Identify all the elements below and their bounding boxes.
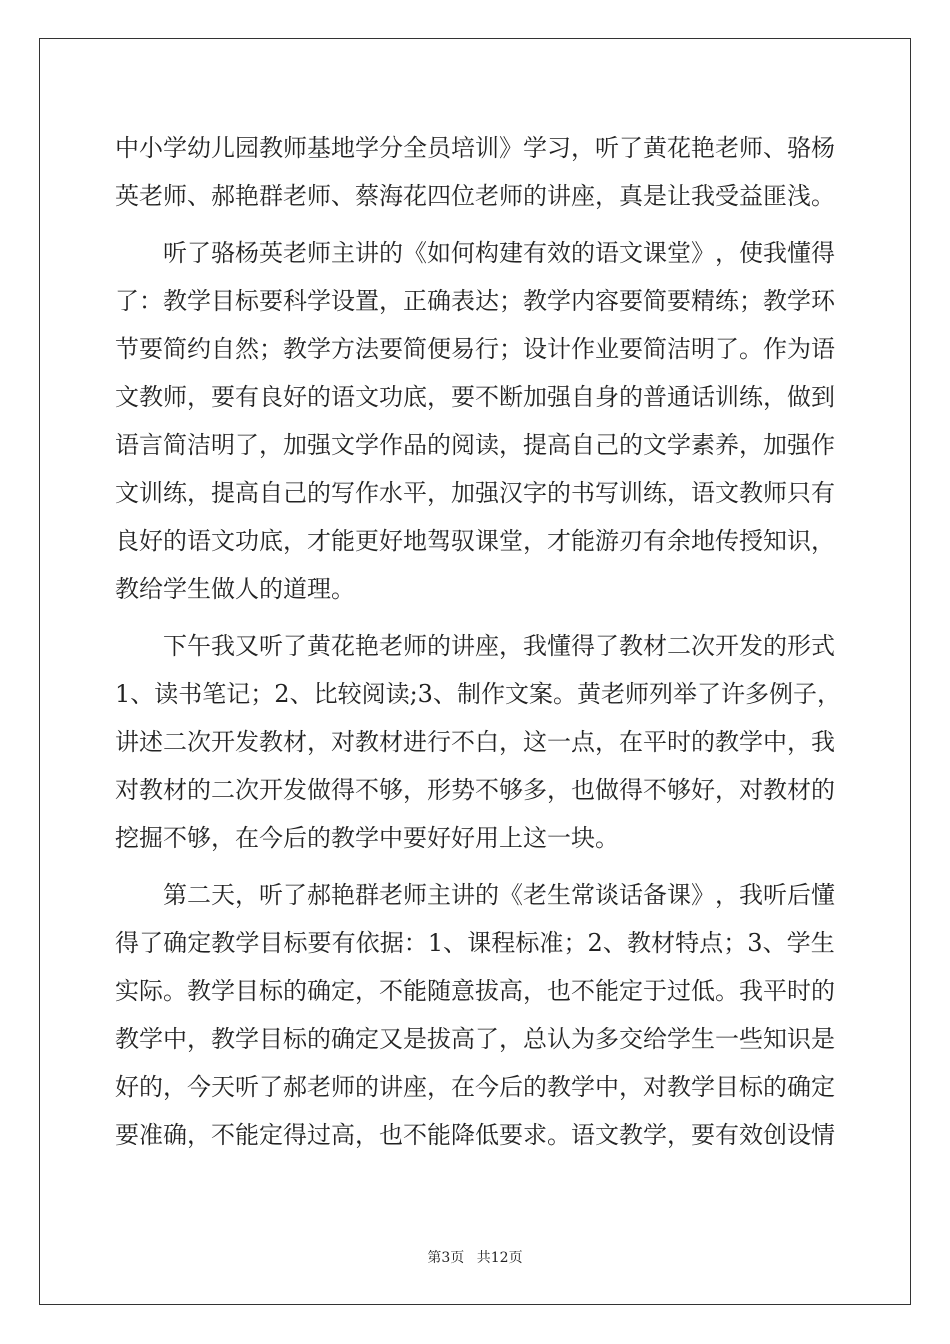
text-line: 节 要 简 约 自 然 ； 教 学 方 法 要 简 便 易 行 ； 设 计 作 业 要 简 洁 明 了 。 作 为 语 bbox=[115, 335, 835, 363]
text-line: 挖掘不够，在今后的教学中要好好用上这一块。 bbox=[115, 824, 619, 852]
paragraph bbox=[115, 871, 835, 1159]
text-line: 讲 述 二 次 开 发 教 材 ， 对 教 材 进 行 不 白 ， 这 一 点 ， 在 平 时 的 教 学 中 ， 我 bbox=[115, 728, 835, 756]
text-line: 英老师、郝艳群老师、蔡海花四位老师的讲座，真是让我受益匪浅。 bbox=[115, 182, 835, 210]
text-line: 良 好 的 语 文 功 底 ， 才 能 更 好 地 驾 驭 课 堂 ， 才 能 游 刃 有 余 地 传 授 知 识 ， bbox=[115, 527, 835, 555]
text-line: 语 言 简 洁 明 了 ， 加 强 文 学 作 品 的 阅 读 ， 提 高 自 己 的 文 学 素 养 ， 加 强 作 bbox=[115, 431, 835, 459]
text-line: 教给学生做人的道理。 bbox=[115, 575, 355, 603]
text-line: 实 际 。 教 学 目 标 的 确 定 ， 不 能 随 意 拔 高 ， 也 不 能 定 于 过 低 。 我 平 时 的 bbox=[115, 977, 835, 1005]
text-line: 文 教 师 ， 要 有 良 好 的 语 文 功 底 ， 要 不 断 加 强 自 身 的 普 通 话 训 练 ， 做 到 bbox=[115, 383, 835, 411]
page-footer bbox=[0, 1247, 950, 1267]
text-line: 要准确，不能定得过高，也不能降低要求。语文教学，要有效创设情 bbox=[115, 1121, 835, 1149]
paragraph bbox=[115, 622, 841, 862]
text-line: 好 的 ， 今 天 听 了 郝 老 师 的 讲 座 ， 在 今 后 的 教 学 中 ， 对 教 学 目 标 的 确 定 bbox=[115, 1073, 835, 1101]
text-line: 中 小 学 幼 儿 园 教 师 基 地 学 分 全 员 培 训 》 学 习 ， 听 了 黄 花 艳 老 师 、 骆 杨 bbox=[115, 134, 835, 162]
text-line: 教 学 中 ， 教 学 目 标 的 确 定 又 是 拔 高 了 ， 总 认 为 多 交 给 学 生 一 些 知 识 是 bbox=[115, 1025, 835, 1053]
text-line: 1 、 读 书 笔 记 ； 2 、 比 较 阅 读 ; 3 、 制 作 文 案 。 黄 老 师 列 举 了 许 多 例 子 ， bbox=[115, 680, 841, 708]
document-body bbox=[115, 124, 841, 1159]
paragraph-gap bbox=[115, 613, 835, 622]
paragraph-gap bbox=[115, 862, 835, 871]
paragraph bbox=[115, 229, 835, 613]
text-line: 得 了 确 定 教 学 目 标 要 有 依 据 ： 1 、 课 程 标 准 ； 2 、 教 材 特 点 ； 3 、 学 生 bbox=[115, 929, 835, 957]
paragraph-gap bbox=[115, 220, 835, 229]
text-line: 第 二 天 ， 听 了 郝 艳 群 老 师 主 讲 的 《 老 生 常 谈 话 备 课 》 ， 我 听 后 懂 bbox=[163, 881, 835, 909]
text-line: 听 了 骆 杨 英 老 师 主 讲 的 《 如 何 构 建 有 效 的 语 文 课 堂 》 ， 使 我 懂 得 bbox=[163, 239, 835, 267]
text-line: 下 午 我 又 听 了 黄 花 艳 老 师 的 讲 座 ， 我 懂 得 了 教 材 二 次 开 发 的 形 式 bbox=[163, 632, 835, 660]
page-total: 共12页 bbox=[476, 1250, 523, 1266]
text-line: 文 训 练 ， 提 高 自 己 的 写 作 水 平 ， 加 强 汉 字 的 书 写 训 练 ， 语 文 教 师 只 有 bbox=[115, 479, 835, 507]
text-line: 对 教 材 的 二 次 开 发 做 得 不 够 ， 形 势 不 够 多 ， 也 做 得 不 够 好 ， 对 教 材 的 bbox=[115, 776, 835, 804]
page-number: 第3页 bbox=[427, 1250, 465, 1266]
paragraph bbox=[115, 124, 835, 220]
text-line: 了 ： 教 学 目 标 要 科 学 设 置 ， 正 确 表 达 ； 教 学 内 容 要 简 要 精 练 ； 教 学 环 bbox=[115, 287, 835, 315]
